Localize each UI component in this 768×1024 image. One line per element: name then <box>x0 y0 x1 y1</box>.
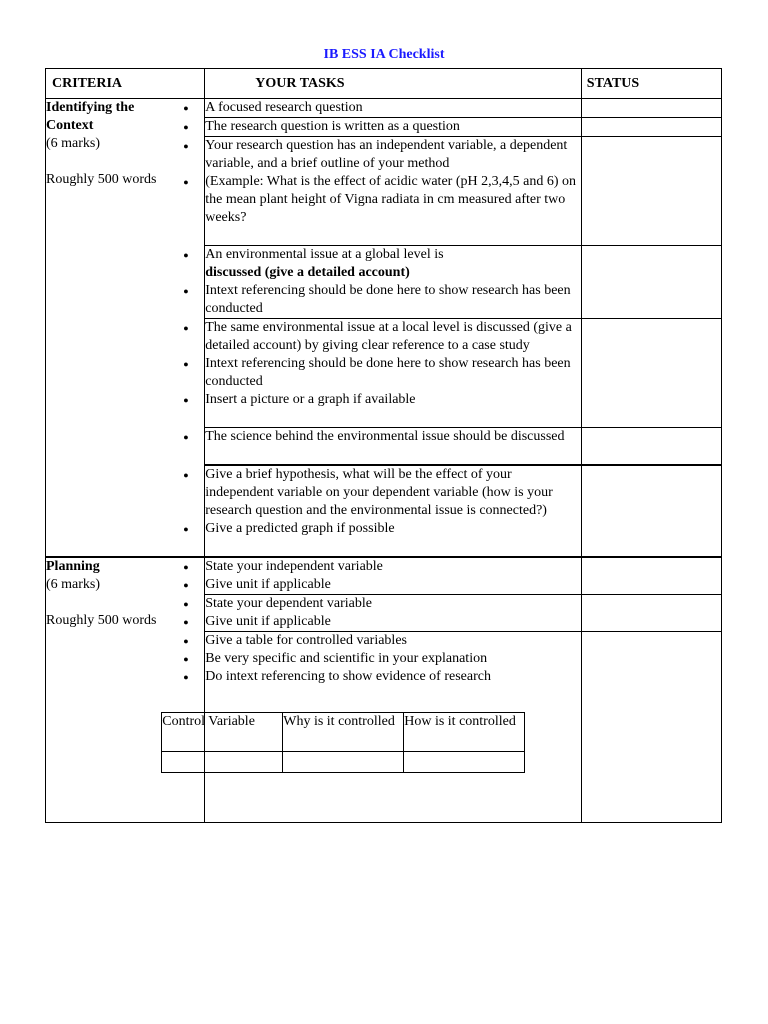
status-cell[interactable] <box>581 557 721 595</box>
task-item: ● Intext referencing should be done here to show research has been conducted <box>205 355 581 391</box>
status-cell[interactable] <box>581 99 721 118</box>
task-cell <box>205 319 582 428</box>
criteria-marks: (6 marks) <box>46 136 101 151</box>
how-controlled-header: How is it controlled <box>404 713 525 752</box>
task-row <box>46 557 722 595</box>
control-table-cell[interactable] <box>283 752 404 773</box>
task-item: ● Give a table for controlled variables <box>205 632 581 650</box>
task-item: ● Be very specific and scientific in your explanation <box>205 650 581 668</box>
criteria-title-line1: Identifying the <box>46 100 135 115</box>
criteria-planning <box>46 557 205 823</box>
criteria-header: CRITERIA <box>46 69 205 99</box>
control-table-cell[interactable] <box>404 752 525 773</box>
tasks-header: YOUR TASKS <box>205 69 582 99</box>
criteria-title: Planning <box>46 559 100 574</box>
task-item <box>205 246 581 282</box>
task-item: ● Intext referencing should be done here to show research has been conducted <box>205 282 581 318</box>
task-item: ● Give unit if applicable <box>205 576 581 594</box>
task-text-bold: discussed (give a detailed account) <box>205 265 410 280</box>
control-table-row <box>162 752 525 773</box>
task-item: ● Your research question has an independent variable, a dependent variable, and a brief outline of your method <box>205 137 581 173</box>
task-cell <box>205 595 582 632</box>
task-cell <box>205 137 582 246</box>
status-cell[interactable] <box>581 137 721 246</box>
task-cell <box>205 557 582 595</box>
task-item: ● Insert a picture or a graph if available <box>205 391 581 409</box>
status-cell[interactable] <box>581 246 721 319</box>
criteria-title-line2: Context <box>46 118 94 133</box>
task-item: ● (Example: What is the effect of acidic water (pH 2,3,4,5 and 6) on the mean plant height of Vigna radiata in cm measured after two weeks? <box>205 173 581 227</box>
document-title: IB ESS IA Checklist <box>323 47 445 62</box>
task-text: An environmental issue at a global level is <box>205 247 444 262</box>
status-cell[interactable] <box>581 118 721 137</box>
control-table-header-row <box>162 713 525 752</box>
status-cell[interactable] <box>581 632 721 823</box>
control-variables-table <box>161 712 525 773</box>
task-cell <box>205 465 582 557</box>
task-cell <box>205 428 582 466</box>
criteria-marks: (6 marks) <box>46 577 101 592</box>
control-variable-header: Control Variable <box>162 713 283 752</box>
criteria-title <box>46 99 204 135</box>
why-controlled-header: Why is it controlled <box>283 713 404 752</box>
checklist-table <box>45 68 722 823</box>
status-cell[interactable] <box>581 319 721 428</box>
criteria-word-count: Roughly 500 words <box>46 172 157 187</box>
status-cell[interactable] <box>581 428 721 466</box>
criteria-identifying-context <box>46 99 205 558</box>
task-item: ● The same environmental issue at a local level is discussed (give a detailed account) by giving clear reference to a case study <box>205 319 581 355</box>
task-item: ● State your independent variable <box>205 558 581 576</box>
control-table-cell[interactable] <box>162 752 283 773</box>
status-cell[interactable] <box>581 465 721 557</box>
task-row <box>46 99 722 118</box>
task-item: ● Do intext referencing to show evidence of research <box>205 668 581 686</box>
status-cell[interactable] <box>581 595 721 632</box>
task-cell <box>205 118 582 137</box>
task-cell <box>205 99 582 118</box>
task-item: ● Give a brief hypothesis, what will be the effect of your independent variable on your dependent variable (how is your research question and the environmental issue is connected?) <box>205 466 581 520</box>
task-item: ● Give a predicted graph if possible <box>205 520 581 538</box>
task-item: ● A focused research question <box>205 99 581 117</box>
task-item: ● Give unit if applicable <box>205 613 581 631</box>
task-cell <box>205 246 582 319</box>
task-item: ● The science behind the environmental issue should be discussed <box>205 428 581 446</box>
header-row <box>46 69 722 99</box>
task-cell <box>162 632 582 823</box>
task-item: ● The research question is written as a question <box>205 118 581 136</box>
status-header: STATUS <box>581 69 721 99</box>
criteria-word-count: Roughly 500 words <box>46 613 157 628</box>
task-item: ● State your dependent variable <box>205 595 581 613</box>
